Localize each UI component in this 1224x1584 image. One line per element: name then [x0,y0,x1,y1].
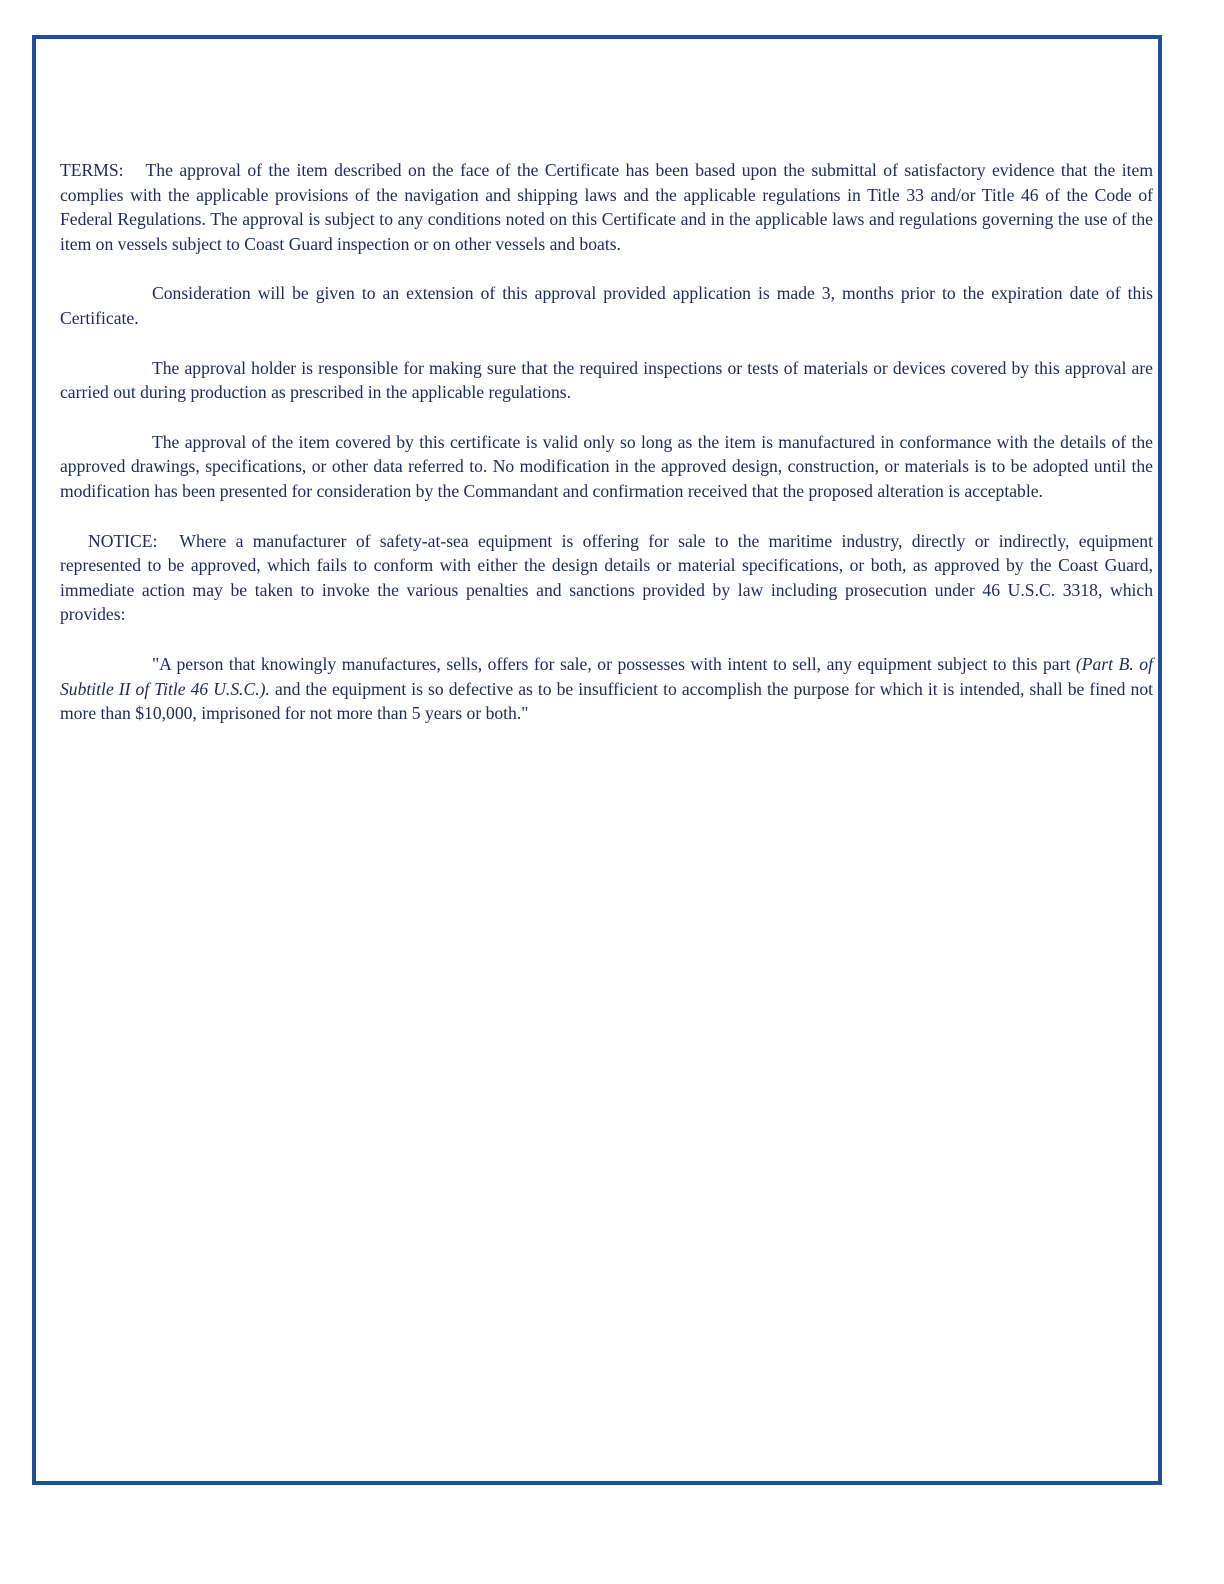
quote-paragraph [60,652,1153,726]
quote-part2: and the equipment is so defective as to be insufficient to accomplish the purpose for which it is intended, shall be fined not more than $10,000, imprisoned for not more than 5 years or both." [60,678,1154,724]
notice-text: Where a manufacturer of safety-at-sea equipment is offering for sale to the maritime industry, directly or indirectly, equipment represented to be approved, which fails to conform with either the design details or material specifications, or both, as approved by the Coast Guard, immediate action may be taken to invoke the various penalties and sanctions provided by law including prosecution under 46 U.S.C. 3318, which provides: [60,530,1153,625]
certificate-terms-body [60,158,1153,751]
quote-citation: (Part B. of Subtitle II of Title 46 U.S.C.). [60,653,1153,699]
terms-paragraph [60,158,1153,256]
notice-label: NOTICE: [88,530,158,551]
conformance-paragraph: The approval of the item covered by this certificate is valid only so long as the item is manufactured in conformance with the details of the approved drawings, specifications, or other data referred to. No modification in the approved design, construction, or materials is to be adopted until the modification has been presented for consideration by the Commandant and confirmation received that the proposed alteration is acceptable. [60,431,1153,501]
inspection-paragraph: The approval holder is responsible for making sure that the required inspections or tests of materials or devices covered by this approval are carried out during production as prescribed in the applicable regulations. [60,357,1153,403]
terms-text: The approval of the item described on the face of the Certificate has been based upon the submittal of satisfactory evidence that the item complies with the applicable provisions of the navigation and shipping laws and the applicable regulations in Title 33 and/or Title 46 of the Code of Federal Regulations. The approval is subject to any conditions noted on this Certificate and in the applicable laws and regulations governing the use of the item on vessels subject to Coast Guard inspection or on other vessels and boats. [60,160,1153,254]
extension-paragraph: Consideration will be given to an extension of this approval provided application is made 3, months prior to the expiration date of this Certificate. [60,283,1153,328]
terms-label: TERMS: [60,160,124,180]
quote-part1: "A person that knowingly manufactures, sells, offers for sale, or possesses with intent to sell, any equipment subject to this part [152,653,1071,674]
notice-paragraph [60,529,1153,627]
